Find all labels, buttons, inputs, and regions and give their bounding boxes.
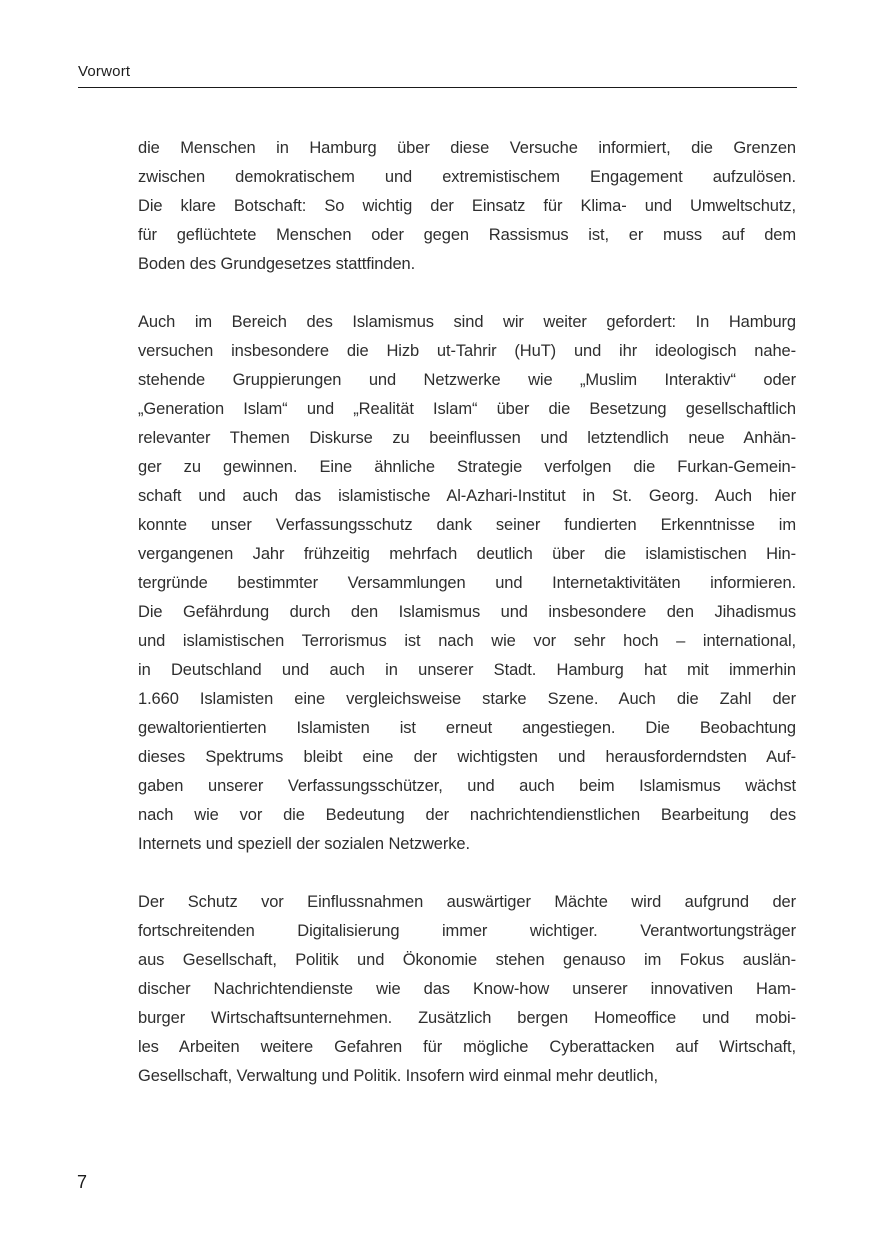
text-line: aus Gesellschaft, Politik und Ökonomie stehen genauso im Fokus auslän- [138,951,796,969]
text-line: 1.660 Islamisten eine vergleichsweise starke Szene. Auch die Zahl der [138,690,796,708]
text-line: fortschreitenden Digitalisierung immer wichtiger. Verantwortungsträger [138,922,796,940]
text-line: relevanter Themen Diskurse zu beeinflussen und letztendlich neue Anhän- [138,429,796,447]
text-line: „Generation Islam“ und „Realität Islam“ über die Besetzung gesellschaftlich [138,400,796,418]
header-rule [78,87,797,88]
text-line: schaft und auch das islamistische Al-Azhari-Institut in St. Georg. Auch hier [138,487,796,505]
text-line: für geflüchtete Menschen oder gegen Rassismus ist, er muss auf dem [138,226,796,244]
text-line: les Arbeiten weitere Gefahren für mögliche Cyberattacken auf Wirtschaft, [138,1038,796,1056]
paragraph [138,308,796,859]
text-line: gaben unserer Verfassungsschützer, und auch beim Islamismus wächst [138,777,796,795]
paragraph [138,134,796,279]
page-number: 7 [77,1172,88,1192]
text-line: die Menschen in Hamburg über diese Versuche informiert, die Grenzen [138,139,796,157]
text-line: versuchen insbesondere die Hizb ut-Tahrir (HuT) und ihr ideologisch nahe- [138,342,796,360]
text-line: Die klare Botschaft: So wichtig der Einsatz für Klima- und Umweltschutz, [138,197,796,215]
text-line: discher Nachrichtendienste wie das Know-how unserer innovativen Ham- [138,980,796,998]
text-line: nach wie vor die Bedeutung der nachrichtendienstlichen Bearbeitung des [138,806,796,824]
text-line: Boden des Grundgesetzes stattfinden. [138,255,416,273]
text-line: Die Gefährdung durch den Islamismus und insbesondere den Jihadismus [138,603,796,621]
text-line: burger Wirtschaftsunternehmen. Zusätzlich bergen Homeoffice und mobi- [138,1009,796,1027]
text-line: ger zu gewinnen. Eine ähnliche Strategie verfolgen die Furkan-Gemein- [138,458,796,476]
text-line: konnte unser Verfassungsschutz dank seiner fundierten Erkenntnisse im [138,516,796,534]
text-line: vergangenen Jahr frühzeitig mehrfach deutlich über die islamistischen Hin- [138,545,796,563]
text-line: dieses Spektrums bleibt eine der wichtigsten und herausforderndsten Auf- [138,748,796,766]
text-line: stehende Gruppierungen und Netzwerke wie „Muslim Interaktiv“ oder [138,371,796,389]
text-line: in Deutschland und auch in unserer Stadt. Hamburg hat mit immerhin [138,661,796,679]
text-line: Gesellschaft, Verwaltung und Politik. Insofern wird einmal mehr deutlich, [138,1067,659,1085]
text-line: Internets und speziell der sozialen Netzwerke. [138,835,470,853]
text-line: zwischen demokratischem und extremistischem Engagement aufzulösen. [138,168,796,186]
body-text [138,134,796,1120]
text-line: tergründe bestimmter Versammlungen und Internetaktivitäten informieren. [138,574,796,592]
text-line: Der Schutz vor Einflussnahmen auswärtiger Mächte wird aufgrund der [138,893,796,911]
text-line: Auch im Bereich des Islamismus sind wir weiter gefordert: In Hamburg [138,313,796,331]
paragraph [138,888,796,1091]
text-line: und islamistischen Terrorismus ist nach wie vor sehr hoch – international, [138,632,796,650]
text-line: gewaltorientierten Islamisten ist erneut angestiegen. Die Beobachtung [138,719,796,737]
section-title: Vorwort [78,63,131,80]
